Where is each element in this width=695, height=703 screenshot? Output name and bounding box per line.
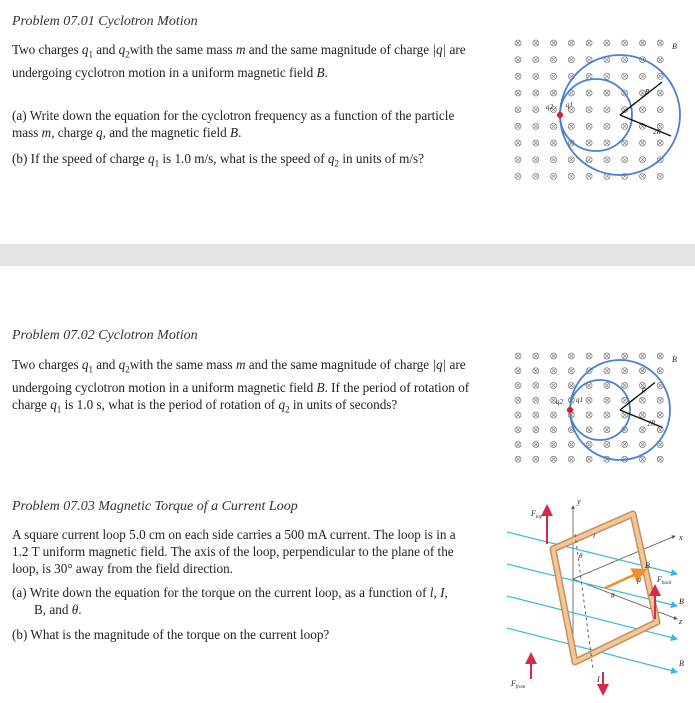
label-theta: θ	[579, 552, 583, 560]
field-into-page-symbol	[586, 412, 592, 418]
field-into-page-symbol	[657, 140, 663, 146]
field-into-page-symbol	[586, 40, 592, 46]
field-into-page-symbol	[639, 368, 645, 374]
question-part-a: (a) Write down the equation for the cyclotron frequency as a function of the particle mass m, charge q, and the magnetic field B.	[12, 108, 455, 140]
field-into-page-symbol	[515, 383, 521, 389]
label-mu: μ	[637, 575, 642, 584]
field-into-page-symbol	[568, 368, 574, 374]
field-into-page-symbol	[533, 107, 539, 113]
field-into-page-symbol	[551, 57, 557, 63]
field-into-page-symbol	[515, 368, 521, 374]
field-into-page-symbol	[604, 353, 610, 359]
cyclotron-figure	[508, 35, 688, 195]
field-into-page-symbol	[622, 442, 628, 448]
field-into-page-symbol	[551, 368, 557, 374]
field-into-page-symbol	[515, 427, 521, 433]
label-f-front: $F_{front}$	[511, 679, 526, 690]
field-into-page-symbol	[622, 353, 628, 359]
field-into-page-symbol	[515, 140, 521, 146]
field-into-page-symbol	[639, 412, 645, 418]
field-into-page-symbol	[639, 40, 645, 46]
problem-title: Problem 07.02 Cyclotron Motion	[12, 328, 198, 343]
label-field-b: B	[672, 42, 677, 51]
label-q1: q1	[566, 101, 573, 109]
field-into-page-symbol	[586, 353, 592, 359]
field-into-page-symbol	[657, 40, 663, 46]
field-into-page-symbol	[622, 368, 628, 374]
field-into-page-symbol	[604, 427, 610, 433]
field-into-page-symbol	[604, 157, 610, 163]
current-loop-figure	[505, 494, 690, 699]
loop-normal-dashed	[575, 534, 593, 669]
field-into-page-symbol	[604, 40, 610, 46]
field-into-page-symbol	[586, 90, 592, 96]
field-into-page-symbol	[515, 397, 521, 403]
problem-statement: Two charges $q_1$ and $q_2with$ the same mass m and the same magnitude of charge |q| are undergoing cyclotron motion in a uniform magnetic field B.	[12, 42, 466, 80]
field-into-page-symbol	[586, 157, 592, 163]
field-into-page-symbol	[533, 57, 539, 63]
field-into-page-symbol	[568, 456, 574, 462]
label-field-b: B	[672, 355, 677, 364]
field-into-page-symbol	[657, 107, 663, 113]
field-into-page-symbol	[604, 123, 610, 129]
question-part-b: (b) What is the magnitude of the torque on the current loop?	[12, 627, 330, 642]
field-into-page-symbol	[551, 173, 557, 179]
field-into-page-symbol	[657, 73, 663, 79]
field-into-page-symbol	[586, 397, 592, 403]
field-into-page-symbol	[533, 397, 539, 403]
radius-R-line	[620, 82, 662, 115]
field-into-page-symbol	[639, 173, 645, 179]
field-into-page-symbol	[657, 353, 663, 359]
field-into-page-symbol	[604, 140, 610, 146]
field-into-page-symbol	[533, 427, 539, 433]
field-into-page-symbol	[639, 73, 645, 79]
field-into-page-symbol	[568, 383, 574, 389]
field-into-page-symbol	[657, 456, 663, 462]
label-theta-2: θ	[611, 592, 615, 600]
field-into-page-symbol	[568, 123, 574, 129]
field-into-page-symbol	[533, 90, 539, 96]
question-part-a: (a) Write down the equation for the torque on the current loop, as a function of l, I, B, and θ.	[12, 585, 448, 617]
field-into-page-symbol	[586, 427, 592, 433]
cyclotron-figure	[508, 348, 688, 478]
field-into-page-symbol	[533, 368, 539, 374]
field-into-page-symbol	[533, 123, 539, 129]
field-into-page-symbol	[622, 73, 628, 79]
field-into-page-symbol	[551, 90, 557, 96]
question-part-b: (b) If the speed of charge $q_1$ is 1.0 m/s, what is the speed of $q_2$ in units of m/s?	[12, 151, 425, 169]
label-l: l	[593, 532, 595, 540]
field-into-page-symbol	[604, 73, 610, 79]
field-into-page-symbol	[551, 412, 557, 418]
field-into-page-symbol	[515, 73, 521, 79]
field-into-page-symbol	[515, 353, 521, 359]
field-into-page-symbol	[622, 40, 628, 46]
field-into-page-symbol	[639, 397, 645, 403]
label-b-vector: B	[645, 561, 650, 570]
field-into-page-symbol	[622, 383, 628, 389]
section-divider	[0, 244, 695, 266]
field-into-page-symbol	[604, 412, 610, 418]
field-into-page-symbol	[533, 157, 539, 163]
label-current: I	[597, 675, 600, 684]
field-into-page-symbol	[604, 90, 610, 96]
field-into-page-symbol	[657, 90, 663, 96]
label-y: y	[577, 497, 581, 506]
label-f-back: $F_{back}$	[657, 575, 672, 586]
field-into-page-symbol	[586, 456, 592, 462]
field-into-page-symbol	[551, 353, 557, 359]
field-into-page-symbol	[533, 353, 539, 359]
field-into-page-symbol	[604, 397, 610, 403]
problem-card-2	[0, 266, 695, 703]
field-into-page-symbol	[551, 40, 557, 46]
label-b-field-2: B	[679, 659, 684, 668]
field-into-page-symbol	[639, 427, 645, 433]
field-into-page-symbol	[533, 412, 539, 418]
problem-statement: A square current loop 5.0 cm on each side carries a 500 mA current. The loop is in a 1.2 T uniform magnetic field. The axis of the loop, perpendicular to the plane of the loop, is 30° away from the field direction.	[12, 527, 456, 576]
field-into-page-symbol	[586, 123, 592, 129]
field-into-page-symbol	[551, 383, 557, 389]
field-into-page-symbol	[533, 40, 539, 46]
field-into-page-symbol	[568, 442, 574, 448]
field-into-page-symbol	[657, 368, 663, 374]
field-into-page-symbol	[586, 140, 592, 146]
field-into-page-symbol	[639, 353, 645, 359]
label-2R: 2R	[647, 419, 656, 428]
field-into-page-symbol	[515, 123, 521, 129]
field-into-page-symbol	[551, 140, 557, 146]
field-into-page-symbol	[551, 427, 557, 433]
field-into-page-symbol	[515, 57, 521, 63]
field-into-page-symbol	[551, 456, 557, 462]
label-z: z	[679, 617, 683, 626]
label-2R: 2R	[653, 128, 661, 136]
label-q2: q2	[546, 103, 553, 111]
field-into-page-symbol	[533, 73, 539, 79]
field-into-page-symbol	[551, 157, 557, 163]
field-into-page-symbol	[639, 456, 645, 462]
label-q2: q2	[556, 398, 563, 406]
label-x: x	[679, 533, 683, 542]
field-into-page-symbol	[568, 173, 574, 179]
problem-card-1	[0, 0, 695, 244]
field-into-page-symbol	[533, 173, 539, 179]
field-into-page-symbol	[515, 157, 521, 163]
field-into-page-symbol	[604, 442, 610, 448]
charge-q1	[557, 112, 563, 118]
field-into-page-symbol	[657, 412, 663, 418]
field-into-page-symbol	[586, 107, 592, 113]
field-into-page-symbol	[568, 353, 574, 359]
field-into-page-symbol	[515, 456, 521, 462]
label-R: R	[641, 386, 646, 395]
field-into-page-symbol	[657, 173, 663, 179]
field-into-page-symbol	[604, 368, 610, 374]
field-into-page-symbol	[604, 107, 610, 113]
field-into-page-symbol	[657, 397, 663, 403]
field-into-page-symbol	[515, 107, 521, 113]
field-into-page-symbol	[551, 123, 557, 129]
charge-q1	[567, 407, 573, 413]
x-axis	[573, 536, 675, 579]
field-into-page-symbol	[622, 57, 628, 63]
field-into-page-symbol	[639, 140, 645, 146]
field-into-page-symbol	[515, 412, 521, 418]
field-into-page-symbol	[622, 157, 628, 163]
field-into-page-symbol	[551, 73, 557, 79]
problem-title: Problem 07.03 Magnetic Torque of a Current Loop	[12, 499, 298, 514]
field-into-page-symbol	[533, 383, 539, 389]
field-into-page-symbol	[551, 442, 557, 448]
field-into-page-symbol	[639, 107, 645, 113]
field-into-page-symbol	[533, 456, 539, 462]
field-into-page-symbol	[533, 442, 539, 448]
problem-statement: Two charges $q_1$ and $q_2with$ the same mass m and the same magnitude of charge |q| are undergoing cyclotron motion in a uniform magnetic field B. If the period of rotation of charge $q_1$ is 1.0 s, what is the period of rotation of $q_2$ in units of seconds?	[12, 357, 470, 415]
field-into-page-symbol	[533, 140, 539, 146]
field-into-page-symbol	[515, 40, 521, 46]
field-into-page-symbol	[568, 40, 574, 46]
field-into-page-symbol	[515, 442, 521, 448]
label-R: R	[645, 88, 650, 96]
field-into-page-symbol	[639, 442, 645, 448]
field-into-page-symbol	[622, 140, 628, 146]
field-into-page-symbol	[568, 157, 574, 163]
field-into-page-symbol	[639, 157, 645, 163]
field-into-page-symbol	[586, 173, 592, 179]
field-into-page-symbol	[568, 57, 574, 63]
field-into-page-symbol	[515, 173, 521, 179]
field-into-page-symbol	[604, 383, 610, 389]
field-into-page-symbol	[657, 57, 663, 63]
label-b-field: B	[679, 597, 684, 606]
problem-title: Problem 07.01 Cyclotron Motion	[12, 14, 198, 29]
label-f-top: $F_{top}$	[531, 509, 543, 520]
field-into-page-symbol	[622, 123, 628, 129]
label-q1: q1	[576, 396, 583, 404]
radius-R-line	[620, 383, 655, 411]
field-into-page-symbol	[515, 90, 521, 96]
